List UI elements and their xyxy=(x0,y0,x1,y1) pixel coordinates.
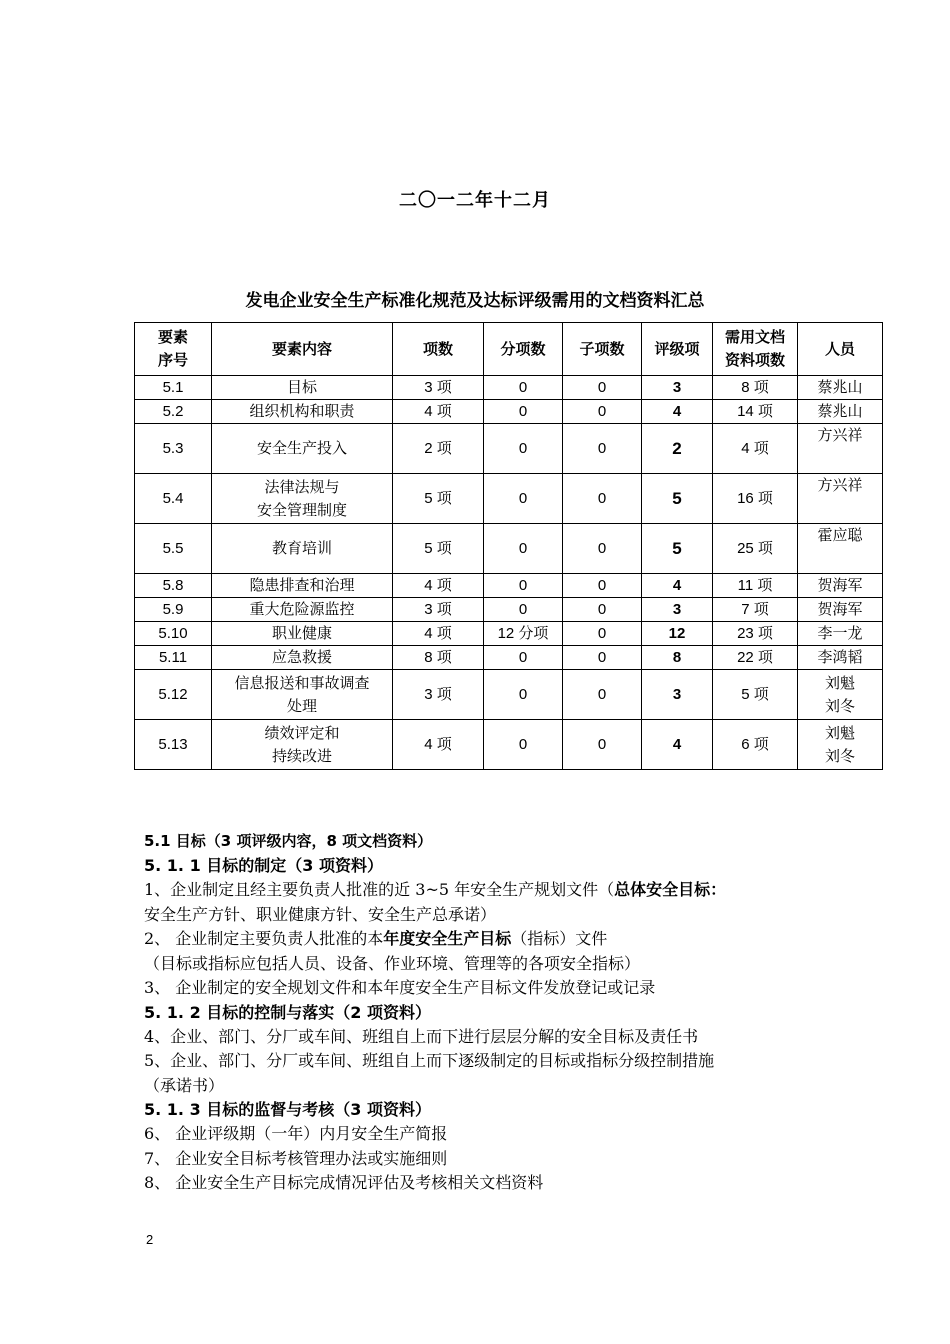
grade-item-cell: 8 xyxy=(642,646,713,670)
person-cell xyxy=(798,598,883,622)
item-text: 1、企业制定且经主要负责人批准的近 3~5 年安全生产规划文件（ xyxy=(144,880,615,899)
element-number-cell: 5.12 xyxy=(135,670,212,720)
person-cell xyxy=(798,720,883,770)
element-content-cell-line: 信息报送和事故调查 xyxy=(234,673,370,692)
table-row xyxy=(135,376,883,400)
person-cell-line: 刘冬 xyxy=(824,746,855,765)
item-text: 6、 企业评级期（一年）内月安全生产简报 xyxy=(144,1124,448,1143)
document-date: 二〇一二年十二月 xyxy=(399,190,551,211)
element-number-cell: 5.5 xyxy=(135,524,212,574)
column-header xyxy=(135,323,212,376)
person-cell-line: 刘魁 xyxy=(824,673,855,692)
table-row xyxy=(135,646,883,670)
element-content-cell-line: 持续改进 xyxy=(271,746,332,765)
document-count-cell: 22 项 xyxy=(713,646,798,670)
item-text: 5、企业、部门、分厂或车间、班组自上而下逐级制定的目标或指标分级控制措施 xyxy=(144,1051,715,1070)
person-cell xyxy=(798,474,883,524)
item-text: 7、 企业安全目标考核管理办法或实施细则 xyxy=(144,1148,448,1168)
item-count-cell: 3 项 xyxy=(393,376,484,400)
page-number: 2 xyxy=(146,1232,154,1247)
grade-item-cell: 5 xyxy=(642,524,713,574)
person-cell-line: 刘魁 xyxy=(824,723,855,742)
person-cell xyxy=(798,400,883,424)
element-content-cell-line: 法律法规与 xyxy=(264,477,340,496)
element-content-cell xyxy=(212,720,393,770)
person-cell-line: 方兴祥 xyxy=(817,426,863,444)
table-row xyxy=(135,424,883,474)
document-count-cell: 23 项 xyxy=(713,622,798,646)
item-text: （目标或指标应包括人员、设备、作业环境、管理等的各项安全指标） xyxy=(144,953,641,973)
item-text: 3、 企业制定的安全规划文件和本年度安全生产目标文件发放登记或记录 xyxy=(144,978,656,997)
child-item-count-cell: 0 xyxy=(563,622,642,646)
sub-item-count-cell: 12 分项 xyxy=(484,622,563,646)
sub-item-count-cell: 0 xyxy=(484,646,563,670)
table-row xyxy=(135,670,883,720)
table-row xyxy=(135,400,883,424)
sub-item-count-cell: 0 xyxy=(484,400,563,424)
item-text: （承诺书） xyxy=(144,1075,225,1095)
element-number-cell: 5.13 xyxy=(135,720,212,770)
element-content-cell-line: 职业健康 xyxy=(271,624,332,642)
document-count-cell: 6 项 xyxy=(713,720,798,770)
document-item xyxy=(144,952,844,977)
document-count-cell: 5 项 xyxy=(713,670,798,720)
table-row xyxy=(135,574,883,598)
person-cell-line: 贺海军 xyxy=(817,600,863,618)
sub-item-count-cell: 0 xyxy=(484,474,563,524)
person-cell-line: 贺海军 xyxy=(817,576,863,594)
document-count-cell: 8 项 xyxy=(713,376,798,400)
column-header xyxy=(563,323,642,376)
item-text: 2、 企业制定主要负责人批准的本 xyxy=(144,929,384,948)
document-count-cell: 11 项 xyxy=(713,574,798,598)
element-content-cell-line: 重大危险源监控 xyxy=(249,600,355,618)
item-emphasis: 年度安全生产目标 xyxy=(383,929,512,948)
table-row xyxy=(135,622,883,646)
item-count-cell: 2 项 xyxy=(393,424,484,474)
document-item xyxy=(144,903,844,928)
table-row xyxy=(135,598,883,622)
sub-item-count-cell: 0 xyxy=(484,720,563,770)
item-count-cell: 4 项 xyxy=(393,622,484,646)
column-header-line: 分项数 xyxy=(500,339,546,358)
element-content-cell-line: 应急救援 xyxy=(271,648,332,666)
person-cell-line: 刘冬 xyxy=(824,696,855,715)
child-item-count-cell: 0 xyxy=(563,574,642,598)
element-number-cell: 5.10 xyxy=(135,622,212,646)
table-row xyxy=(135,720,883,770)
child-item-count-cell: 0 xyxy=(563,720,642,770)
sub-item-count-cell: 0 xyxy=(484,524,563,574)
summary-table xyxy=(134,322,883,770)
element-content-cell-line: 绩效评定和 xyxy=(264,723,340,742)
element-content-cell-line: 目标 xyxy=(286,378,317,396)
sub-item-count-cell: 0 xyxy=(484,376,563,400)
person-cell xyxy=(798,376,883,400)
document-item xyxy=(144,1049,844,1074)
person-cell xyxy=(798,622,883,646)
table-row xyxy=(135,524,883,574)
element-number-cell: 5.4 xyxy=(135,474,212,524)
element-number-cell: 5.1 xyxy=(135,376,212,400)
person-cell-line: 方兴祥 xyxy=(817,476,863,494)
grade-item-cell: 12 xyxy=(642,622,713,646)
item-count-cell: 5 项 xyxy=(393,524,484,574)
element-content-cell xyxy=(212,376,393,400)
document-item xyxy=(144,878,844,903)
item-emphasis: 总体安全目标： xyxy=(614,880,727,899)
document-item xyxy=(144,976,844,1001)
subsection-title: 5. 1. 2 目标的控制与落实（2 项资料） xyxy=(144,1002,431,1022)
child-item-count-cell: 0 xyxy=(563,400,642,424)
document-item xyxy=(144,1122,844,1147)
element-content-cell xyxy=(212,474,393,524)
child-item-count-cell: 0 xyxy=(563,670,642,720)
document-item xyxy=(144,927,844,952)
grade-item-cell: 3 xyxy=(642,670,713,720)
element-content-cell xyxy=(212,646,393,670)
element-number-cell: 5.11 xyxy=(135,646,212,670)
item-text: 安全生产方针、职业健康方针、安全生产总承诺） xyxy=(144,904,497,924)
document-count-cell: 7 项 xyxy=(713,598,798,622)
grade-item-cell: 3 xyxy=(642,376,713,400)
element-number-cell: 5.8 xyxy=(135,574,212,598)
document-count-cell: 4 项 xyxy=(713,424,798,474)
element-content-cell-line: 教育培训 xyxy=(271,539,332,557)
element-content-cell xyxy=(212,424,393,474)
document-item xyxy=(144,1171,844,1196)
element-content-cell-line: 安全生产投入 xyxy=(256,439,347,457)
person-cell xyxy=(798,670,883,720)
person-cell xyxy=(798,646,883,670)
table-row xyxy=(135,474,883,524)
item-text: 4、企业、部门、分厂或车间、班组自上而下进行层层分解的安全目标及责任书 xyxy=(144,1026,699,1046)
element-content-cell-line: 隐患排查和治理 xyxy=(249,576,355,594)
item-text: （指标）文件 xyxy=(511,929,608,948)
column-header xyxy=(212,323,393,376)
document-item xyxy=(144,1147,844,1172)
person-cell-line: 霍应聪 xyxy=(817,526,863,544)
grade-item-cell: 3 xyxy=(642,598,713,622)
person-cell xyxy=(798,424,883,474)
sub-item-count-cell: 0 xyxy=(484,424,563,474)
child-item-count-cell: 0 xyxy=(563,474,642,524)
document-count-cell: 14 项 xyxy=(713,400,798,424)
element-content-cell xyxy=(212,670,393,720)
document-item xyxy=(144,1025,844,1050)
grade-item-cell: 5 xyxy=(642,474,713,524)
document-count-cell: 16 项 xyxy=(713,474,798,524)
element-number-cell: 5.3 xyxy=(135,424,212,474)
item-count-cell: 5 项 xyxy=(393,474,484,524)
column-header xyxy=(713,323,798,376)
subsection-title: 5. 1. 3 目标的监督与考核（3 项资料） xyxy=(144,1100,431,1119)
item-count-cell: 8 项 xyxy=(393,646,484,670)
child-item-count-cell: 0 xyxy=(563,598,642,622)
column-header-line: 需用文档 xyxy=(724,328,785,346)
child-item-count-cell: 0 xyxy=(563,524,642,574)
person-cell-line: 李鸿韬 xyxy=(817,648,863,666)
table-header-row xyxy=(135,323,883,376)
element-content-cell xyxy=(212,400,393,424)
child-item-count-cell: 0 xyxy=(563,424,642,474)
subsection-title: 5. 1. 1 目标的制定（3 项资料） xyxy=(144,856,383,875)
sub-item-count-cell: 0 xyxy=(484,574,563,598)
column-header-line: 子项数 xyxy=(579,339,625,358)
sub-item-count-cell: 0 xyxy=(484,598,563,622)
grade-item-cell: 2 xyxy=(642,424,713,474)
element-number-cell: 5.9 xyxy=(135,598,212,622)
element-content-cell xyxy=(212,622,393,646)
person-cell-line: 蔡兆山 xyxy=(817,402,863,420)
grade-item-cell: 4 xyxy=(642,400,713,424)
grade-item-cell: 4 xyxy=(642,574,713,598)
person-cell-line: 李一龙 xyxy=(817,624,863,642)
column-header xyxy=(393,323,484,376)
element-content-cell-line: 组织机构和职责 xyxy=(249,402,355,420)
column-header-line: 要素 xyxy=(157,328,188,346)
item-count-cell: 4 项 xyxy=(393,574,484,598)
element-content-cell xyxy=(212,524,393,574)
column-header-line: 项数 xyxy=(422,339,453,358)
element-content-cell-line: 处理 xyxy=(286,696,317,715)
person-cell-line: 蔡兆山 xyxy=(817,378,863,396)
item-count-cell: 3 项 xyxy=(393,598,484,622)
element-content-cell-line: 安全管理制度 xyxy=(256,500,347,519)
person-cell xyxy=(798,524,883,574)
sub-item-count-cell: 0 xyxy=(484,670,563,720)
table-title: 发电企业安全生产标准化规范及达标评级需用的文档资料汇总 xyxy=(245,291,705,311)
section-title: 5.1 目标（3 项评级内容，8 项文档资料） xyxy=(144,832,433,850)
child-item-count-cell: 0 xyxy=(563,646,642,670)
column-header xyxy=(484,323,563,376)
column-header-line: 人员 xyxy=(824,339,855,358)
item-text: 8、 企业安全生产目标完成情况评估及考核相关文档资料 xyxy=(144,1173,544,1192)
child-item-count-cell: 0 xyxy=(563,376,642,400)
item-count-cell: 3 项 xyxy=(393,670,484,720)
element-number-cell: 5.2 xyxy=(135,400,212,424)
grade-item-cell: 4 xyxy=(642,720,713,770)
column-header-line: 要素内容 xyxy=(271,339,332,358)
document-count-cell: 25 项 xyxy=(713,524,798,574)
section-5-1 xyxy=(144,828,844,1196)
person-cell xyxy=(798,574,883,598)
item-count-cell: 4 项 xyxy=(393,400,484,424)
column-header-line: 评级项 xyxy=(654,339,700,358)
document-item xyxy=(144,1074,844,1099)
element-content-cell xyxy=(212,574,393,598)
column-header-line: 序号 xyxy=(157,351,188,369)
column-header-line: 资料项数 xyxy=(724,351,785,369)
item-count-cell: 4 项 xyxy=(393,720,484,770)
element-content-cell xyxy=(212,598,393,622)
column-header xyxy=(642,323,713,376)
column-header xyxy=(798,323,883,376)
